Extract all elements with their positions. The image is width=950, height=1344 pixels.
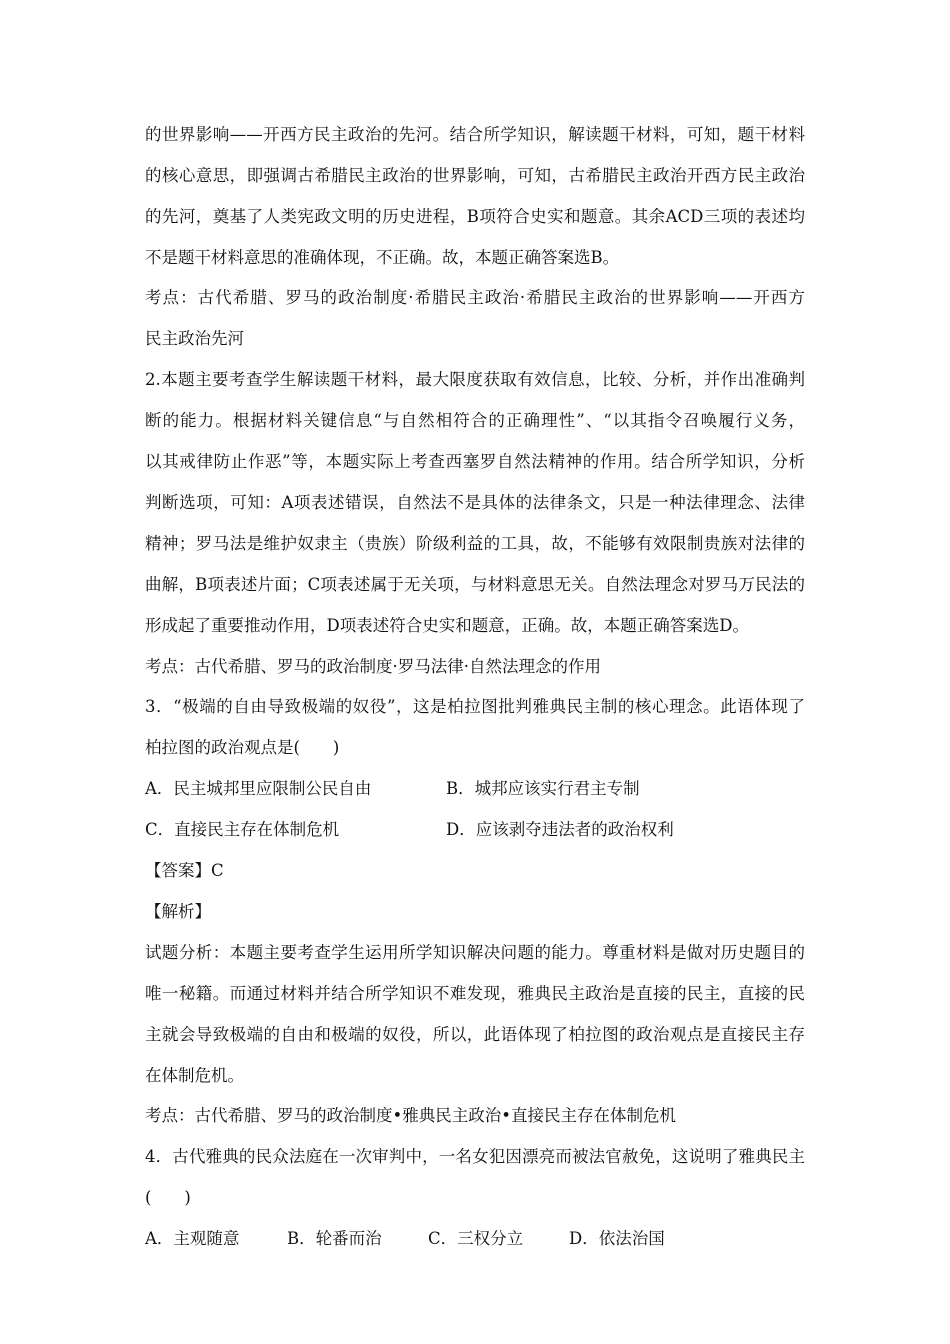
text-line: 判断选项，可知：A项表述错误，自然法不是具体的法律条文，只是一种法律理念、法律 — [145, 493, 805, 512]
text-line: 精神；罗马法是维护奴隶主（贵族）阶级利益的工具，故，不能够有效限制贵族对法律的 — [145, 534, 805, 553]
q3-option-a: A．民主城邦里应限制公民自由 — [145, 779, 372, 798]
text-line: 唯一秘籍。而通过材料并结合所学知识不难发现，雅典民主政治是直接的民主，直接的民 — [145, 984, 805, 1003]
text-line: 2.本题主要考查学生解读题干材料，最大限度获取有效信息，比较、分析，并作出准确判 — [145, 370, 805, 389]
q4-option-a: A．主观随意 — [145, 1229, 240, 1248]
q3-option-d: D．应该剥夺违法者的政治权利 — [446, 820, 674, 839]
q4-option-c: C．三权分立 — [428, 1229, 524, 1248]
text-line: 以其戒律防止作恶”等，本题实际上考查西塞罗自然法精神的作用。结合所学知识，分析 — [145, 452, 805, 471]
text-line: 的核心意思，即强调古希腊民主政治的世界影响，可知，古希腊民主政治开西方民主政治 — [145, 166, 805, 185]
text-line: 的世界影响——开西方民主政治的先河。结合所学知识，解读题干材料，可知，题干材料 — [145, 125, 805, 144]
kaodian-line: 民主政治先河 — [145, 329, 244, 348]
answer-label: 【答案】C — [145, 861, 224, 880]
analysis-label: 【解析】 — [145, 902, 211, 921]
text-line: 的先河，奠基了人类宪政文明的历史进程，B项符合史实和题意。其余ACD三项的表述均 — [145, 207, 805, 226]
text-line: 试题分析：本题主要考查学生运用所学知识解决问题的能力。尊重材料是做对历史题目的 — [145, 943, 805, 962]
q4-option-d: D．依法治国 — [569, 1229, 665, 1248]
kaodian-line: 考点：古代希腊、罗马的政治制度·希腊民主政治·希腊民主政治的世界影响——开西方 — [145, 288, 805, 307]
question-4-stem: ( ) — [145, 1188, 191, 1207]
kaodian-line: 考点：古代希腊、罗马的政治制度·罗马法律·自然法理念的作用 — [145, 657, 601, 676]
text-line: 曲解，B项表述片面；C项表述属于无关项，与材料意思无关。自然法理念对罗马万民法的 — [145, 575, 805, 594]
q3-option-c: C．直接民主存在体制危机 — [145, 820, 340, 839]
question-4-stem: 4．古代雅典的民众法庭在一次审判中，一名女犯因漂亮而被法官赦免，这说明了雅典民主 — [145, 1147, 805, 1166]
text-line: 不是题干材料意思的准确体现，不正确。故，本题正确答案选B。 — [145, 248, 620, 267]
question-3-stem: 柏拉图的政治观点是( ) — [145, 738, 340, 757]
question-3-stem: 3．“极端的自由导致极端的奴役”，这是柏拉图批判雅典民主制的核心理念。此语体现了 — [145, 697, 805, 716]
text-line: 在体制危机。 — [145, 1066, 244, 1085]
q4-option-b: B．轮番而治 — [287, 1229, 382, 1248]
q3-option-b: B．城邦应该实行君主专制 — [446, 779, 640, 798]
text-line: 断的能力。根据材料关键信息“与自然相符合的正确理性”、“以其指令召唤履行义务， — [145, 411, 805, 430]
kaodian-line: 考点：古代希腊、罗马的政治制度•雅典民主政治•直接民主存在体制危机 — [145, 1106, 676, 1125]
text-line: 形成起了重要推动作用，D项表述符合史实和题意，正确。故，本题正确答案选D。 — [145, 616, 749, 635]
text-line: 主就会导致极端的自由和极端的奴役，所以，此语体现了柏拉图的政治观点是直接民主存 — [145, 1025, 805, 1044]
